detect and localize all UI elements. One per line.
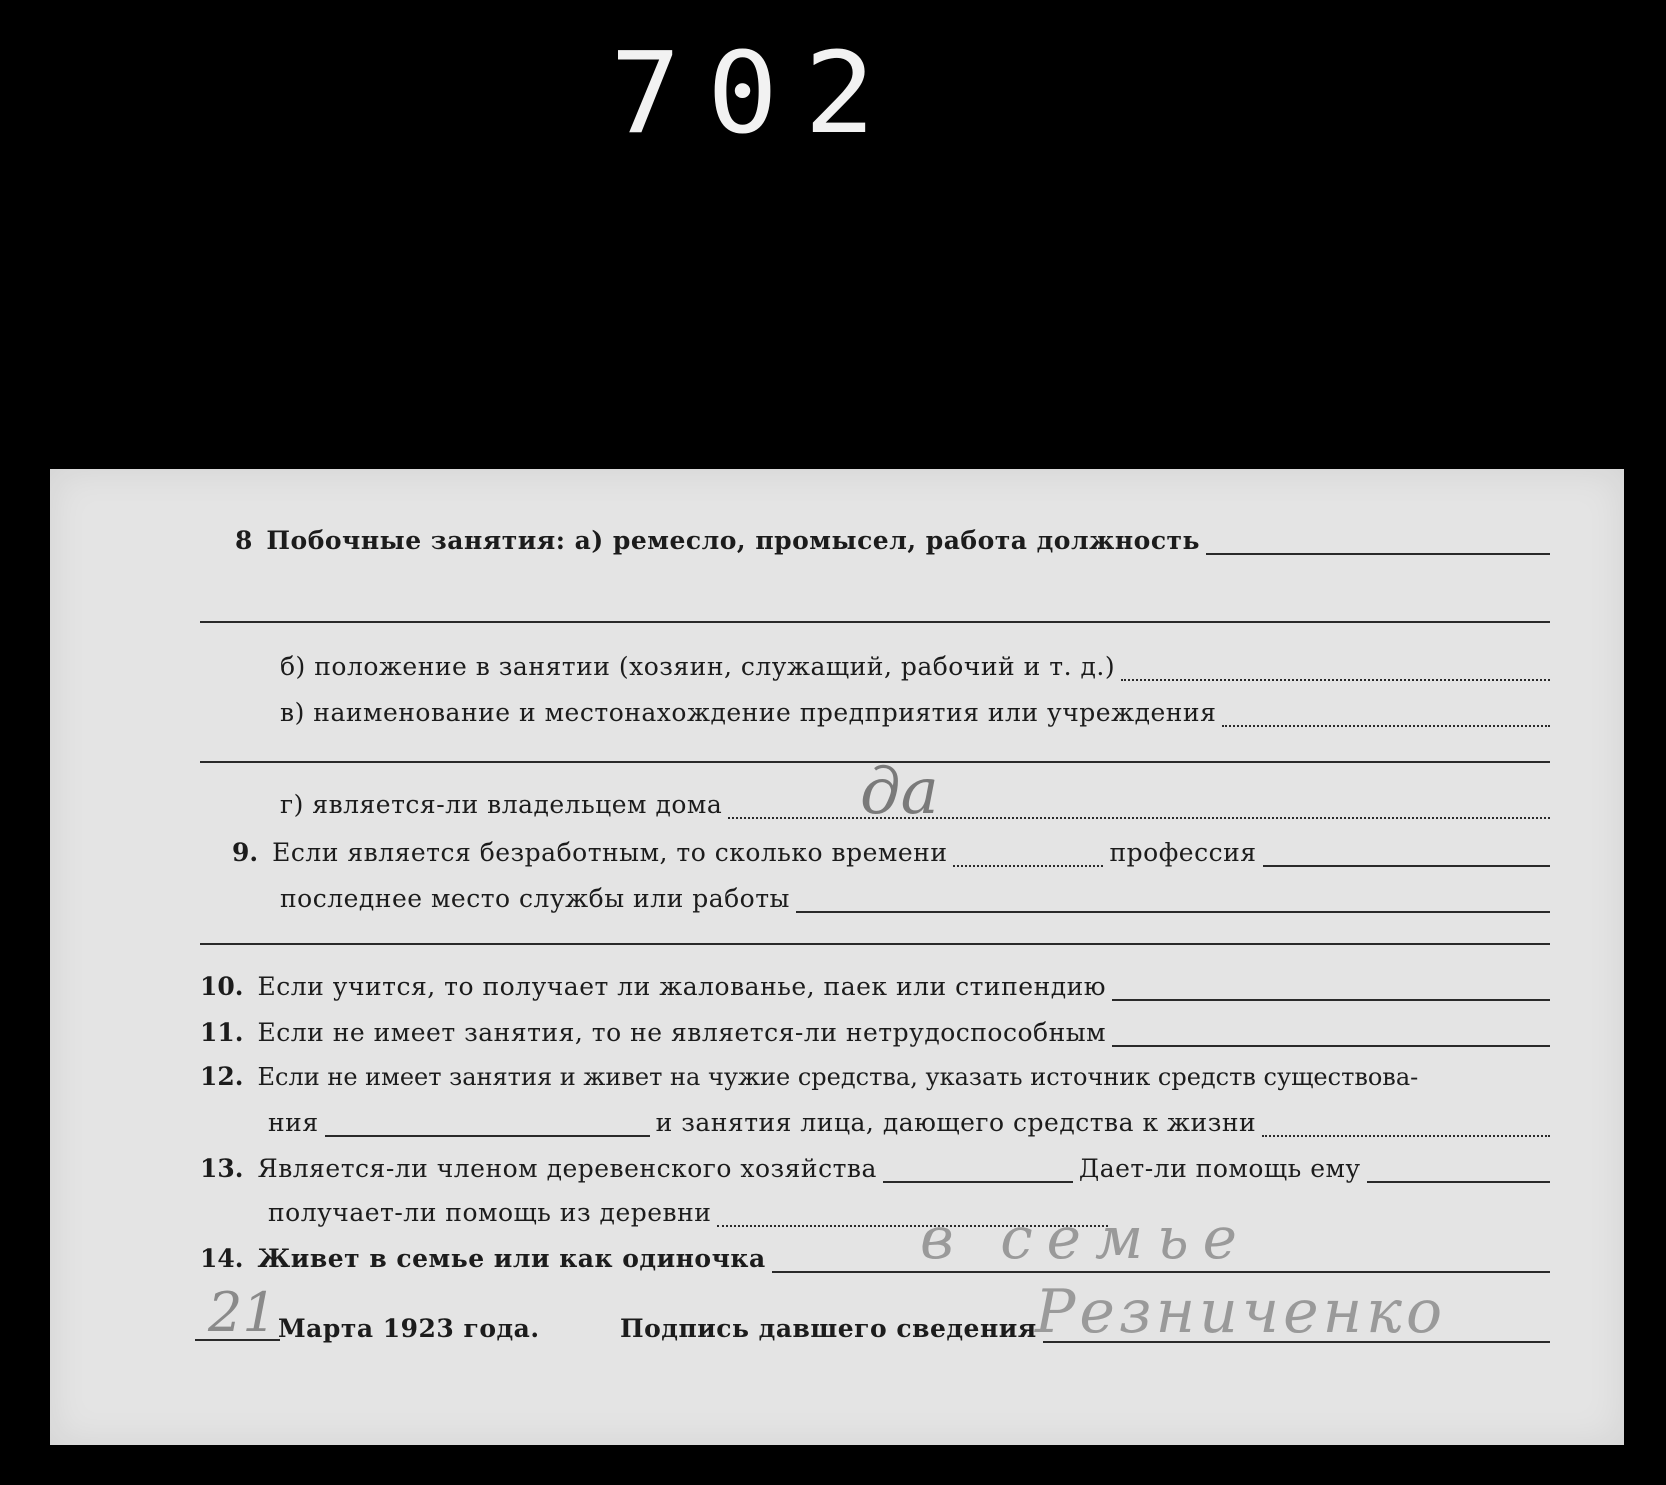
q8-g-handwritten-answer: да [860,755,939,829]
q12-label-1: Если не имеет занятия и живет на чужие средства, указать источник средств существова- [257,1063,1419,1091]
frame-number: 702 [610,27,902,159]
q11-label: Если не имеет занятия, то не является-ли нетрудоспособным [257,1018,1107,1047]
q13-label-1a: Является-ли членом деревенского хозяйства [257,1154,877,1183]
q12-source-field[interactable] [325,1115,650,1137]
q10-number: 10. [200,972,244,1001]
q14-number: 14. [200,1244,244,1273]
q8-line-a [235,523,1550,555]
q12-number: 12. [200,1062,244,1091]
q8-v-field[interactable] [1222,705,1550,727]
footer-handwritten-signature: Резниченко [1035,1277,1447,1347]
q10-label: Если учится, то получает ли жалованье, паек или стипендию [257,972,1107,1001]
footer-signature-label: Подпись давшего сведения [620,1314,1037,1343]
q10-line [200,969,1550,1001]
q11-field[interactable] [1112,1025,1550,1047]
q12-label-2b: и занятия лица, дающего средства к жизни [655,1108,1257,1137]
q14-label: Живет в семье или как одиночка [257,1244,766,1273]
q10-field[interactable] [1112,979,1550,1001]
footer-handwritten-day: 21 [208,1281,277,1344]
q8-g-label: г) является-ли владельцем дома [280,790,723,819]
q11-number: 11. [200,1018,244,1047]
q9-number: 9. [232,838,259,867]
q13-member-field[interactable] [883,1161,1073,1183]
q8-number: 8 [235,526,253,555]
q9-continuation-line [200,943,1550,945]
q9-label-2: последнее место службы или работы [280,884,790,913]
q9-line-2 [280,881,1550,913]
q13-line-1 [200,1151,1550,1183]
q9-label-1: Если является безработным, то сколько времени [272,838,948,867]
q12-line-2 [268,1105,1550,1137]
footer-date-row [278,1311,578,1343]
q8-a-label: Побочные занятия: а) ремесло, промысел, работа должность [266,526,1201,555]
q13-number: 13. [200,1154,244,1183]
q8-b-label: б) положение в занятии (хозяин, служащий, рабочий и т. д.) [280,652,1116,681]
q8-line-b [280,649,1550,681]
q8-a-field[interactable] [1206,533,1550,555]
q9-line-1 [232,835,1550,867]
q13-label-2: получает-ли помощь из деревни [268,1198,712,1227]
q12-line-1 [200,1059,1550,1091]
q9-label-profession: профессия [1109,838,1257,867]
footer-day-line [195,1339,280,1341]
q14-handwritten-answer: в семье [920,1204,1251,1272]
q8-line-v [280,695,1550,727]
census-form-card [50,469,1624,1445]
q14-line [200,1241,1550,1273]
q12-label-2a: ния [268,1108,319,1137]
q13-help-given-field[interactable] [1367,1161,1550,1183]
footer-date-text: Марта 1923 года. [278,1314,540,1343]
q8-a-continuation-line [200,621,1550,623]
q8-b-field[interactable] [1121,659,1550,681]
q9-duration-field[interactable] [953,845,1103,867]
q11-line [200,1015,1550,1047]
q9-last-job-field[interactable] [796,891,1550,913]
q12-provider-field[interactable] [1262,1115,1550,1137]
q9-profession-field[interactable] [1263,845,1550,867]
q13-label-1b: Дает-ли помощь ему [1078,1154,1361,1183]
q8-v-label: в) наименование и местонахождение предприятия или учреждения [280,698,1217,727]
q8-g-field[interactable] [728,797,1550,819]
